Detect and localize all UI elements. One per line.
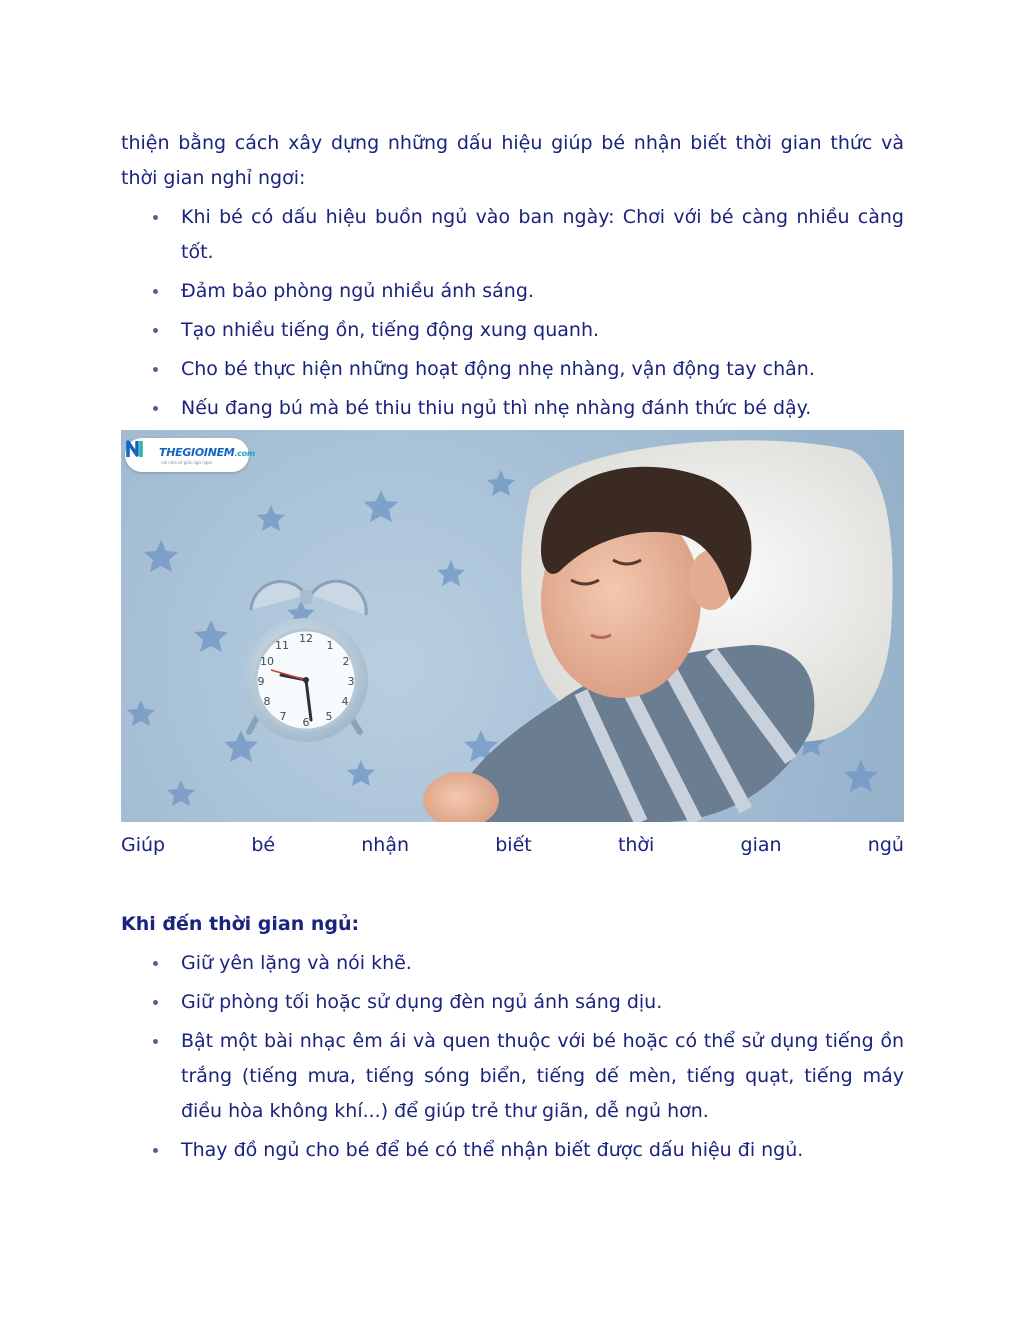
list-item: Tạo nhiều tiếng ồn, tiếng động xung quanh.: [121, 313, 904, 348]
document-page: [121, 126, 904, 1172]
svg-text:4: 4: [341, 695, 349, 708]
svg-text:11: 11: [275, 639, 289, 652]
day-tips-list: [121, 200, 904, 426]
svg-text:12: 12: [299, 632, 313, 645]
list-item: Nếu đang bú mà bé thiu thiu ngủ thì nhẹ nhàng đánh thức bé dậy.: [121, 391, 904, 426]
intro-paragraph: thiện bằng cách xây dựng những dấu hiệu giúp bé nhận biết thời gian thức và thời gian nghỉ ngơi:: [121, 132, 904, 189]
svg-text:9: 9: [257, 675, 265, 688]
logo-brand-text: THEGIOINEM.com: [159, 446, 255, 459]
svg-text:5: 5: [325, 710, 333, 723]
list-item: Khi bé có dấu hiệu buồn ngủ vào ban ngày: Chơi với bé càng nhiều càng tốt.: [121, 200, 904, 270]
svg-text:6: 6: [302, 716, 310, 729]
list-item: Bật một bài nhạc êm ái và quen thuộc với bé hoặc có thể sử dụng tiếng ồn trắng (tiếng mưa, tiếng sóng biển, tiếng dế mèn, tiếng quạt, tiếng máy điều hòa không khí...) để giúp trẻ thư giãn, dễ ngủ hơn.: [121, 1024, 904, 1129]
logo-tagline: nơi chia sẻ giấc ngủ ngon: [161, 460, 213, 465]
list-item: Giữ yên lặng và nói khẽ.: [121, 946, 904, 981]
alarm-clock-icon: [244, 581, 368, 742]
svg-text:2: 2: [342, 655, 350, 668]
caption-word: ngủ: [867, 834, 904, 856]
logo-n-icon: [125, 438, 147, 460]
svg-text:3: 3: [347, 675, 355, 688]
brand-logo: [125, 438, 255, 472]
figure-caption: [121, 828, 904, 863]
sleep-time-heading: Khi đến thời gian ngủ:: [121, 913, 360, 935]
sleeping-boy-photo: [121, 430, 904, 822]
caption-word: thời: [617, 834, 655, 856]
caption-word: nhận: [361, 834, 410, 856]
list-item: Cho bé thực hiện những hoạt động nhẹ nhàng, vận động tay chân.: [121, 352, 904, 387]
caption-word: bé: [251, 834, 276, 856]
list-item: Giữ phòng tối hoặc sử dụng đèn ngủ ánh sáng dịu.: [121, 985, 904, 1020]
list-item: Đảm bảo phòng ngủ nhiều ánh sáng.: [121, 274, 904, 309]
svg-text:7: 7: [279, 710, 287, 723]
svg-text:8: 8: [263, 695, 271, 708]
list-item: Thay đồ ngủ cho bé để bé có thể nhận biết được dấu hiệu đi ngủ.: [121, 1133, 904, 1168]
caption-word: Giúp: [121, 834, 166, 856]
caption-word: gian: [740, 834, 782, 856]
caption-word: biết: [495, 834, 532, 856]
svg-text:10: 10: [260, 655, 274, 668]
svg-text:1: 1: [326, 639, 334, 652]
photo-illustration: [121, 430, 904, 822]
sleep-tips-list: [121, 946, 904, 1168]
